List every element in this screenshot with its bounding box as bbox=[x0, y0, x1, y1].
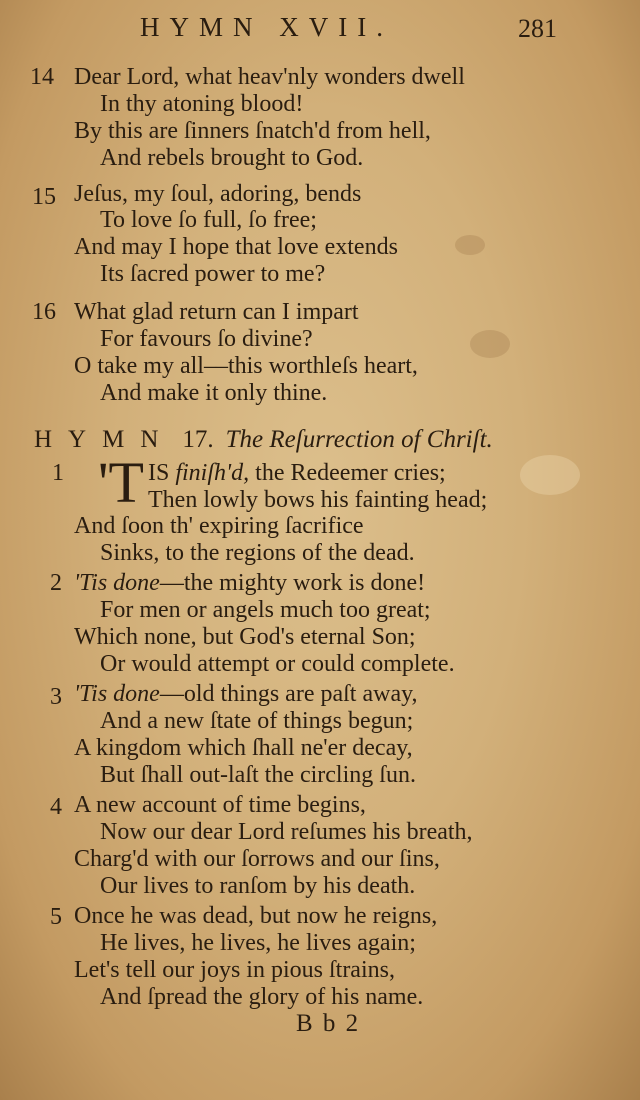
verse-line: In thy atoning blood! bbox=[100, 91, 304, 117]
verse-text: —the mighty work is done! bbox=[159, 570, 426, 596]
verse-line: O take my all––this worthleſs heart, bbox=[74, 353, 418, 379]
stanza-number: 1 bbox=[52, 460, 64, 486]
page-stain bbox=[455, 235, 485, 255]
verse-line: To love ſo full, ſo free; bbox=[100, 207, 317, 233]
verse-line: And ſpread the glory of his name. bbox=[100, 984, 424, 1010]
verse-line bbox=[148, 460, 446, 486]
verse-line: Charg'd with our ſorrows and our ſins, bbox=[74, 846, 440, 872]
verse-line: Then lowly bows his fainting head; bbox=[148, 487, 488, 513]
verse-text: the Redeemer cries; bbox=[255, 460, 446, 486]
verse-line: Our lives to ranſom by his death. bbox=[100, 873, 416, 899]
verse-line: Sinks, to the regions of the dead. bbox=[100, 540, 415, 566]
verse-line: He lives, he lives, he lives again; bbox=[100, 930, 416, 956]
verse-line: Let's tell our joys in pious ſtrains, bbox=[74, 957, 395, 983]
verse-italic: 'Tis done bbox=[74, 570, 160, 596]
drop-cap: 'T bbox=[98, 450, 144, 515]
stanza-number: 5 bbox=[50, 904, 62, 930]
stanza-number: 16 bbox=[32, 299, 56, 325]
verse-line: And a new ſtate of things begun; bbox=[100, 708, 414, 734]
verse-italic: finiſh'd, bbox=[175, 460, 250, 486]
verse-line: A kingdom which ſhall ne'er decay, bbox=[74, 735, 413, 761]
verse-line: And rebels brought to God. bbox=[100, 145, 364, 171]
verse-line bbox=[74, 681, 418, 707]
stanza-number: 4 bbox=[50, 794, 62, 820]
verse-line: Dear Lord, what heav'nly wonders dwell bbox=[74, 64, 465, 90]
running-header bbox=[0, 12, 640, 52]
hymn-number: 17. bbox=[182, 426, 214, 453]
page-stain bbox=[520, 455, 580, 495]
verse-line: And ſoon th' expiring ſacrifice bbox=[74, 513, 364, 539]
stanza-number: 14 bbox=[30, 64, 54, 90]
verse-line: But ſhall out-laſt the circling ſun. bbox=[100, 762, 416, 788]
verse-italic: 'Tis done bbox=[74, 681, 160, 707]
verse-line: A new account of time begins, bbox=[74, 792, 366, 818]
verse-line: Or would attempt or could complete. bbox=[100, 651, 455, 677]
verse-line: And make it only thine. bbox=[100, 380, 328, 406]
stanza-number: 2 bbox=[50, 570, 62, 596]
verse-text: —old things are paſt away, bbox=[159, 681, 418, 707]
signature-mark: B b 2 bbox=[296, 1010, 361, 1037]
verse-line: Now our dear Lord reſumes his breath, bbox=[100, 819, 473, 845]
verse-line: And may I hope that love extends bbox=[74, 234, 398, 260]
verse-line: Jeſus, my ſoul, adoring, bends bbox=[74, 181, 362, 207]
verse-line: For favours ſo divine? bbox=[100, 326, 313, 352]
page-stain bbox=[470, 330, 510, 358]
hymn-title: The Reſurrection of Chriſt. bbox=[225, 426, 493, 453]
verse-line: Once he was dead, but now he reigns, bbox=[74, 903, 438, 929]
stanza-number: 3 bbox=[50, 684, 62, 710]
verse-line: What glad return can I impart bbox=[74, 299, 359, 325]
page-number: 281 bbox=[518, 14, 557, 43]
verse-line: For men or angels much too great; bbox=[100, 597, 431, 623]
verse-text: IS bbox=[148, 460, 170, 486]
running-title: HYMN XVII. bbox=[140, 12, 393, 42]
verse-line bbox=[74, 570, 425, 596]
stanza-number: 15 bbox=[32, 184, 56, 210]
verse-line: Which none, but God's eternal Son; bbox=[74, 624, 416, 650]
verse-line: By this are ſinners ſnatch'd from hell, bbox=[74, 118, 431, 144]
hymn-word: HYMN bbox=[34, 426, 175, 453]
verse-line: Its ſacred power to me? bbox=[100, 261, 326, 287]
